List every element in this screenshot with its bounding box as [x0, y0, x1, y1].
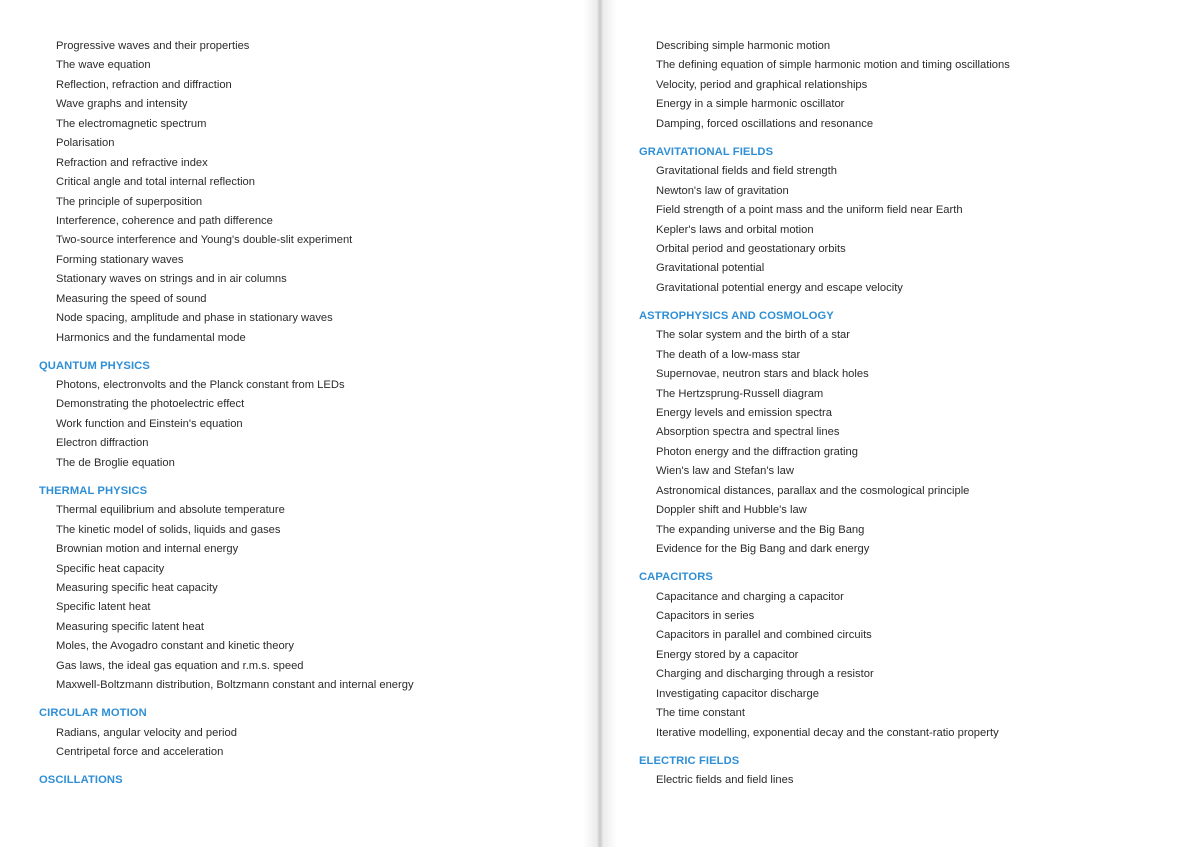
section-heading: GRAVITATIONAL FIELDS — [639, 145, 774, 158]
toc-entry[interactable]: Critical angle and total internal reflection — [56, 176, 255, 189]
toc-entry[interactable]: Electron diffraction — [56, 437, 149, 450]
right-contents-list — [639, 37, 1184, 790]
toc-entry[interactable]: Velocity, period and graphical relationships — [656, 78, 868, 91]
toc-entry[interactable]: Moles, the Avogadro constant and kinetic theory — [56, 640, 294, 653]
toc-entry[interactable]: Specific heat capacity — [56, 562, 165, 575]
toc-entry[interactable]: Photons, electronvolts and the Planck constant from LEDs — [56, 379, 345, 391]
toc-entry[interactable]: Field strength of a point mass and the uniform field near Earth — [656, 204, 963, 217]
toc-entry[interactable]: Electric fields and field lines — [656, 774, 794, 786]
left-contents-list — [39, 37, 584, 790]
toc-entry[interactable]: The wave equation — [56, 59, 151, 72]
toc-entry[interactable]: Orbital period and geostationary orbits — [656, 242, 846, 255]
toc-entry[interactable]: Stationary waves on strings and in air columns — [56, 273, 287, 286]
toc-entry[interactable]: Gas laws, the ideal gas equation and r.m.s. speed — [56, 659, 304, 672]
toc-entry[interactable]: Capacitors in parallel and combined circuits — [656, 629, 872, 642]
toc-entry[interactable]: Two-source interference and Young's double-slit experiment — [56, 234, 353, 247]
toc-entry[interactable]: The electromagnetic spectrum — [56, 117, 207, 130]
toc-entry[interactable]: Node spacing, amplitude and phase in stationary waves — [56, 312, 333, 325]
toc-entry[interactable]: Astronomical distances, parallax and the cosmological principle — [656, 484, 970, 497]
toc-entry[interactable]: Demonstrating the photoelectric effect — [56, 398, 245, 411]
toc-entry[interactable]: Measuring specific heat capacity — [56, 581, 218, 594]
toc-entry[interactable]: Investigating capacitor discharge — [656, 687, 819, 700]
toc-entry[interactable]: Capacitance and charging a capacitor — [656, 590, 844, 603]
toc-entry[interactable]: Wien's law and Stefan's law — [656, 465, 794, 478]
toc-entry[interactable]: The death of a low-mass star — [656, 348, 801, 361]
toc-entry[interactable]: Doppler shift and Hubble's law — [656, 504, 807, 517]
toc-entry[interactable]: Measuring specific latent heat — [56, 620, 205, 633]
toc-entry[interactable]: Evidence for the Big Bang and dark energy — [656, 543, 870, 556]
toc-entry[interactable]: Refraction and refractive index — [56, 156, 208, 169]
toc-entry[interactable]: Capacitors in series — [656, 609, 755, 622]
toc-entry[interactable]: Brownian motion and internal energy — [56, 543, 239, 556]
section-heading: THERMAL PHYSICS — [39, 484, 148, 497]
section-heading: ELECTRIC FIELDS — [639, 754, 740, 767]
toc-entry[interactable]: Energy in a simple harmonic oscillator — [656, 98, 845, 111]
toc-entry[interactable]: Supernovae, neutron stars and black holes — [656, 368, 869, 381]
toc-entry[interactable]: Progressive waves and their properties — [56, 40, 250, 52]
toc-entry[interactable]: Newton's law of gravitation — [656, 184, 789, 197]
toc-entry[interactable]: The solar system and the birth of a star — [656, 329, 851, 342]
toc-entry[interactable]: Maxwell-Boltzmann distribution, Boltzmann constant and internal energy — [56, 679, 414, 692]
toc-entry[interactable]: Kepler's laws and orbital motion — [656, 223, 814, 236]
section-heading: QUANTUM PHYSICS — [39, 359, 150, 372]
toc-entry[interactable]: The time constant — [656, 707, 745, 720]
toc-entry[interactable]: Forming stationary waves — [56, 253, 184, 266]
toc-entry[interactable]: Specific latent heat — [56, 601, 151, 614]
toc-entry[interactable]: Radians, angular velocity and period — [56, 726, 237, 739]
toc-entry[interactable]: Iterative modelling, exponential decay and the constant-ratio property — [656, 726, 999, 739]
toc-entry[interactable]: Polarisation — [56, 137, 115, 150]
toc-entry[interactable]: Describing simple harmonic motion — [656, 40, 831, 52]
toc-entry[interactable]: The principle of superposition — [56, 195, 203, 208]
toc-entry[interactable]: The defining equation of simple harmonic motion and timing oscillations — [656, 59, 1010, 72]
right-page — [600, 0, 1200, 847]
toc-entry[interactable]: Energy stored by a capacitor — [656, 648, 799, 661]
section-heading: CIRCULAR MOTION — [39, 707, 147, 720]
toc-entry[interactable]: The kinetic model of solids, liquids and gases — [56, 523, 281, 536]
section-heading: CAPACITORS — [639, 571, 713, 583]
toc-entry[interactable]: The de Broglie equation — [56, 456, 175, 469]
toc-entry[interactable]: Harmonics and the fundamental mode — [56, 331, 246, 344]
toc-entry[interactable]: Gravitational fields and field strength — [656, 165, 837, 178]
section-heading: ASTROPHYSICS AND COSMOLOGY — [639, 309, 834, 322]
toc-entry[interactable]: The expanding universe and the Big Bang — [656, 523, 865, 536]
toc-entry[interactable]: Measuring the speed of sound — [56, 292, 207, 305]
toc-entry[interactable]: The Hertzsprung-Russell diagram — [656, 387, 824, 400]
toc-entry[interactable]: Gravitational potential energy and escape velocity — [656, 281, 903, 294]
toc-entry[interactable]: Interference, coherence and path difference — [56, 214, 273, 227]
toc-entry[interactable]: Wave graphs and intensity — [56, 98, 188, 111]
toc-entry[interactable]: Work function and Einstein's equation — [56, 417, 243, 430]
toc-entry[interactable]: Damping, forced oscillations and resonance — [656, 117, 874, 130]
toc-entry[interactable]: Absorption spectra and spectral lines — [656, 426, 840, 439]
section-heading: OSCILLATIONS — [39, 773, 123, 786]
toc-entry[interactable]: Energy levels and emission spectra — [656, 407, 832, 419]
toc-entry[interactable]: Thermal equilibrium and absolute temperature — [56, 504, 285, 517]
toc-entry[interactable]: Reflection, refraction and diffraction — [56, 78, 232, 91]
toc-entry[interactable]: Photon energy and the diffraction grating — [656, 445, 858, 458]
toc-entry[interactable]: Gravitational potential — [656, 262, 765, 275]
toc-entry[interactable]: Charging and discharging through a resistor — [656, 668, 874, 681]
toc-entry[interactable]: Centripetal force and acceleration — [56, 746, 224, 758]
